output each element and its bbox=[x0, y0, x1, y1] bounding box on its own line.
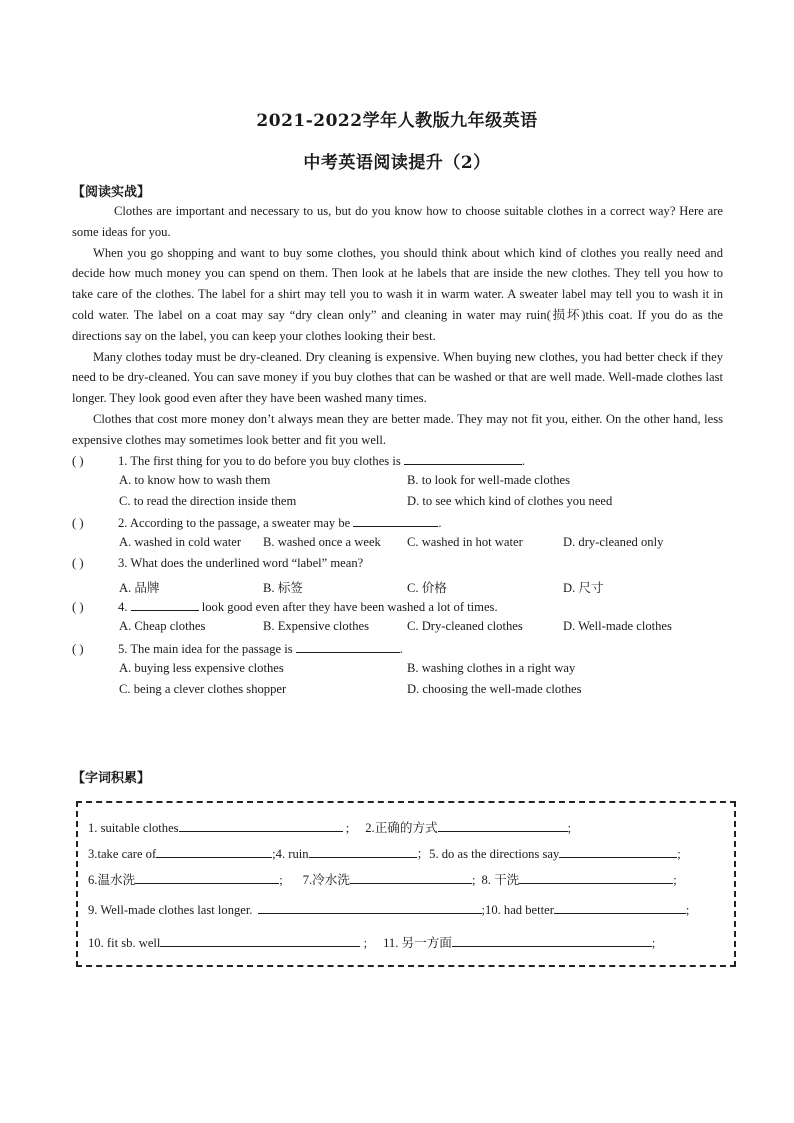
answer-paren[interactable]: ( ) bbox=[72, 516, 84, 530]
vocab-item-11: 10. fit sb. well bbox=[88, 936, 161, 950]
passage-paragraph-3: Many clothes today must be dry-cleaned. Dry cleaning is expensive. When buying new clothes, you had better check if they need to be dry-cleaned. You can save money if you buy clothes that can be washed or that are well made. Well-made clothes last longer. They look good even after they have been washed many times. bbox=[72, 349, 723, 406]
question-text-end: look good even after they have been washed a lot of times. bbox=[198, 600, 498, 614]
reading-section-heading: 【阅读实战】 bbox=[72, 185, 151, 200]
vocab-blank-1[interactable] bbox=[179, 819, 343, 832]
answer-blank[interactable] bbox=[296, 640, 400, 653]
question-2 bbox=[72, 514, 442, 531]
vocab-item-1: 1. suitable clothes bbox=[88, 821, 179, 835]
vocab-item-8: 8. 干洗 bbox=[481, 873, 520, 887]
q4-option-d[interactable]: D. Well-made clothes bbox=[563, 619, 672, 633]
q4-option-c[interactable]: C. Dry-cleaned clothes bbox=[407, 619, 523, 633]
vocab-line-1 bbox=[88, 817, 571, 836]
q3-option-b[interactable]: B. 标签 bbox=[263, 581, 303, 595]
q3-option-c[interactable]: C. 价格 bbox=[407, 581, 447, 595]
vocab-sep: ; bbox=[651, 936, 656, 950]
vocab-blank-7[interactable] bbox=[350, 871, 472, 884]
question-text: 4. bbox=[118, 600, 131, 614]
vocab-line-5 bbox=[88, 932, 655, 951]
answer-blank[interactable] bbox=[131, 598, 199, 611]
question-5 bbox=[72, 640, 403, 657]
answer-paren[interactable]: ( ) bbox=[72, 454, 84, 468]
passage-paragraph-4: Clothes that cost more money don’t always mean they are better made. They may not fit you, either. On the other hand, less expensive clothes may sometimes look better and fit you well. bbox=[72, 411, 723, 447]
answer-blank[interactable] bbox=[404, 452, 522, 465]
vocab-blank-4[interactable] bbox=[309, 845, 417, 858]
question-text: 3. What does the underlined word “label” mean? bbox=[118, 556, 364, 570]
vocab-sep: ; bbox=[481, 903, 486, 917]
vocab-section-heading: 【字词积累】 bbox=[72, 771, 151, 786]
vocab-sep: ; bbox=[567, 821, 572, 835]
vocab-item-5: 5. do as the directions say bbox=[429, 847, 560, 861]
vocab-sep: ; bbox=[279, 873, 283, 887]
q1-option-b[interactable]: B. to look for well-made clothes bbox=[407, 473, 570, 487]
vocab-item-12: 11. 另一方面 bbox=[383, 936, 452, 950]
document-subtitle: 中考英语阅读提升（2） bbox=[303, 153, 491, 173]
document-title: 2021-2022学年人教版九年级英语 bbox=[256, 111, 538, 131]
vocab-blank-5[interactable] bbox=[559, 845, 677, 858]
vocab-item-3: 3.take care of bbox=[88, 847, 157, 861]
q2-option-b[interactable]: B. washed once a week bbox=[263, 535, 381, 549]
vocab-item-9: 9. Well-made clothes last longer. bbox=[88, 903, 253, 917]
q1-option-a[interactable]: A. to know how to wash them bbox=[119, 473, 271, 487]
vocab-blank-11[interactable] bbox=[160, 934, 360, 947]
answer-paren[interactable]: ( ) bbox=[72, 556, 84, 570]
q2-option-c[interactable]: C. washed in hot water bbox=[407, 535, 523, 549]
answer-blank[interactable] bbox=[353, 514, 438, 527]
answer-paren[interactable]: ( ) bbox=[72, 600, 84, 614]
vocab-blank-8[interactable] bbox=[519, 871, 673, 884]
q1-option-c[interactable]: C. to read the direction inside them bbox=[119, 494, 297, 508]
vocab-line-2 bbox=[88, 843, 681, 862]
vocab-line-4 bbox=[88, 901, 689, 918]
vocab-blank-10[interactable] bbox=[554, 901, 686, 914]
vocab-item-10: 10. had better bbox=[485, 903, 554, 917]
vocab-sep: ; bbox=[272, 847, 276, 861]
question-text-end: . bbox=[438, 516, 442, 530]
q2-option-a[interactable]: A. washed in cold water bbox=[119, 535, 242, 549]
vocab-blank-9[interactable] bbox=[258, 901, 482, 914]
vocab-sep: ; bbox=[673, 873, 677, 887]
q3-option-d[interactable]: D. 尺寸 bbox=[563, 581, 604, 595]
vocab-sep: ; bbox=[471, 873, 476, 887]
vocab-item-2: 2.正确的方式 bbox=[365, 821, 438, 835]
question-text: 5. The main idea for the passage is bbox=[118, 642, 296, 656]
q4-option-a[interactable]: A. Cheap clothes bbox=[119, 619, 206, 633]
vocab-sep: ； bbox=[416, 847, 430, 861]
vocab-blank-6[interactable] bbox=[135, 871, 279, 884]
q5-option-b[interactable]: B. washing clothes in a right way bbox=[407, 661, 576, 675]
q5-option-c[interactable]: C. being a clever clothes shopper bbox=[119, 682, 287, 696]
question-text-end: . bbox=[399, 642, 403, 656]
q5-option-a[interactable]: A. buying less expensive clothes bbox=[119, 661, 284, 675]
reading-passage bbox=[72, 201, 723, 451]
question-text: 1. The first thing for you to do before you buy clothes is bbox=[118, 454, 404, 468]
vocab-item-7: 7.冷水洗 bbox=[302, 873, 350, 887]
vocab-blank-12[interactable] bbox=[452, 934, 652, 947]
vocab-sep: ; bbox=[677, 847, 681, 861]
passage-paragraph-2: When you go shopping and want to buy some clothes, you should think about which kind of clothes you really need and decide how much money you can spend on them. Then look at he labels that are inside the new clothes. They tell you how to take care of the clothes. The label for a shirt may tell you to wash it in warm water. A sweater label may tell you to wash it in cold water. The label on a coat may say “dry clean only” and cleaning in water may ruin(损坏)this coat. If you do as the directions say on the label, you can keep your clothes looking their best. bbox=[72, 245, 723, 343]
passage-paragraph-1: Clothes are important and necessary to us, but do you know how to choose suitable clothes in a correct way? Here are some ideas for you. bbox=[72, 204, 723, 239]
q1-option-d[interactable]: D. to see which kind of clothes you need bbox=[407, 494, 613, 508]
vocab-blank-3[interactable] bbox=[156, 845, 272, 858]
question-1 bbox=[72, 452, 525, 469]
question-text: 2. According to the passage, a sweater may be bbox=[118, 516, 354, 530]
answer-paren[interactable]: ( ) bbox=[72, 642, 84, 656]
q5-option-d[interactable]: D. choosing the well-made clothes bbox=[407, 682, 582, 696]
vocab-sep: ; bbox=[342, 821, 350, 835]
vocab-item-6: 6.温水洗 bbox=[88, 873, 136, 887]
q3-option-a[interactable]: A. 品牌 bbox=[119, 581, 160, 595]
vocab-sep: ; bbox=[685, 903, 690, 917]
q4-option-b[interactable]: B. Expensive clothes bbox=[263, 619, 369, 633]
question-text-end: . bbox=[521, 454, 526, 468]
vocab-blank-2[interactable] bbox=[438, 819, 568, 832]
vocab-item-4: 4. ruin bbox=[275, 847, 309, 861]
q2-option-d[interactable]: D. dry-cleaned only bbox=[563, 535, 664, 549]
question-3 bbox=[72, 556, 363, 571]
vocab-line-3 bbox=[88, 869, 677, 888]
vocab-sep: ; bbox=[360, 936, 368, 950]
question-4 bbox=[72, 598, 498, 615]
